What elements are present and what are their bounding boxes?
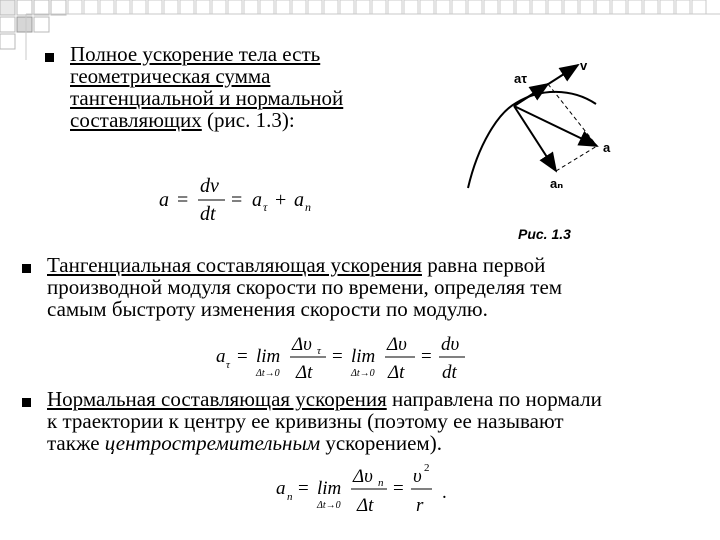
text-run: направлена по нормали — [386, 387, 602, 411]
f1-dt: dt — [200, 203, 216, 225]
text-run: к траектории к центру ее кривизны (поэтому ее называют — [47, 409, 564, 433]
bullet-3 — [22, 398, 31, 407]
formula-normal — [272, 460, 462, 522]
f3-a: a — [276, 478, 286, 499]
text-run: (рис. 1.3): — [201, 108, 295, 132]
f2-dnum: dυ — [441, 334, 460, 355]
label-a: a — [603, 140, 611, 155]
paragraph-line — [47, 410, 602, 432]
paragraph-line — [70, 43, 343, 65]
f3-den2: r — [416, 495, 424, 516]
paragraph-line — [47, 432, 602, 454]
f3-sup: 2 — [424, 462, 430, 474]
paragraph-tangential-acceleration — [47, 254, 562, 320]
text-run: равна первой — [421, 253, 546, 277]
paragraph-line — [70, 65, 343, 87]
f1-a: a — [159, 189, 169, 211]
f1-tau: τ — [263, 200, 268, 214]
text-run: производной модуля скорости по времени, определяя тем — [47, 275, 563, 299]
paragraph-line — [47, 254, 562, 276]
f3-under: Δt→0 — [317, 500, 341, 511]
f1-eq1: = — [177, 189, 189, 211]
f2-eq3: = — [421, 346, 432, 367]
f3-eq1: = — [298, 478, 309, 499]
text-run: центростремительным — [104, 431, 321, 455]
trajectory-curve — [468, 92, 596, 188]
text-run: Полное ускорение тела есть — [70, 42, 321, 66]
label-v: v — [580, 58, 588, 73]
text-run: также — [47, 431, 105, 455]
f1-plus: + — [275, 189, 287, 211]
tangential-vector — [514, 84, 548, 106]
formula-full-acceleration — [155, 170, 335, 230]
f2-sub1: τ — [317, 345, 321, 357]
paragraph-line — [47, 298, 562, 320]
f2-eq1: = — [237, 346, 248, 367]
text-run: Тангенциальная составляющая ускорения — [47, 253, 422, 277]
paragraph-full-acceleration — [70, 43, 343, 131]
label-a-tau: aτ — [514, 71, 528, 86]
paragraph-line — [47, 276, 562, 298]
bullet-1 — [45, 53, 54, 62]
f2-eq2: = — [332, 346, 343, 367]
paragraph-line — [70, 109, 343, 131]
f3-sub1: n — [378, 477, 384, 489]
f2-under2: Δt→0 — [351, 368, 375, 379]
paragraph-normal-acceleration — [47, 388, 602, 454]
label-a-n: aₙ — [550, 176, 564, 191]
f3-lim: lim — [317, 478, 342, 499]
f2-num2: Δυ — [387, 334, 407, 355]
f1-an: a — [294, 189, 304, 211]
f2-tau: τ — [226, 359, 230, 371]
f2-lim1: lim — [256, 346, 281, 367]
formula-tangential — [212, 332, 482, 390]
text-run: составляющих — [70, 108, 202, 132]
f3-n: n — [287, 491, 293, 503]
f1-atau: a — [252, 189, 262, 211]
f2-dden: dt — [442, 362, 457, 383]
paragraph-line — [47, 388, 602, 410]
f3-dot: . — [442, 482, 447, 503]
f1-n: n — [305, 200, 311, 214]
f2-num1: Δυ — [292, 334, 312, 355]
f2-lim2: lim — [351, 346, 376, 367]
f3-num2: υ — [413, 466, 422, 487]
f3-eq2: = — [393, 478, 404, 499]
f3-num1: Δυ — [353, 466, 373, 487]
figure-caption: Рис. 1.3 — [518, 226, 571, 242]
f1-dv: dv — [200, 175, 219, 197]
text-run: ускорением). — [320, 431, 442, 455]
f2-den2: Δt — [388, 362, 405, 383]
f3-den: Δt — [357, 495, 374, 516]
figure-acceleration-vectors — [465, 50, 625, 200]
paragraph-line — [70, 87, 343, 109]
f2-a: a — [216, 346, 226, 367]
text-run: геометрическая сумма — [70, 64, 271, 88]
f2-den1: Δt — [296, 362, 313, 383]
text-run: Нормальная составляющая ускорения — [47, 387, 387, 411]
text-run: самым быстроту изменения скорости по модулю. — [47, 297, 488, 321]
f2-under1: Δt→0 — [256, 368, 280, 379]
text-run: тангенциальной и нормальной — [70, 86, 344, 110]
bullet-2 — [22, 264, 31, 273]
f1-eq2: = — [231, 189, 243, 211]
